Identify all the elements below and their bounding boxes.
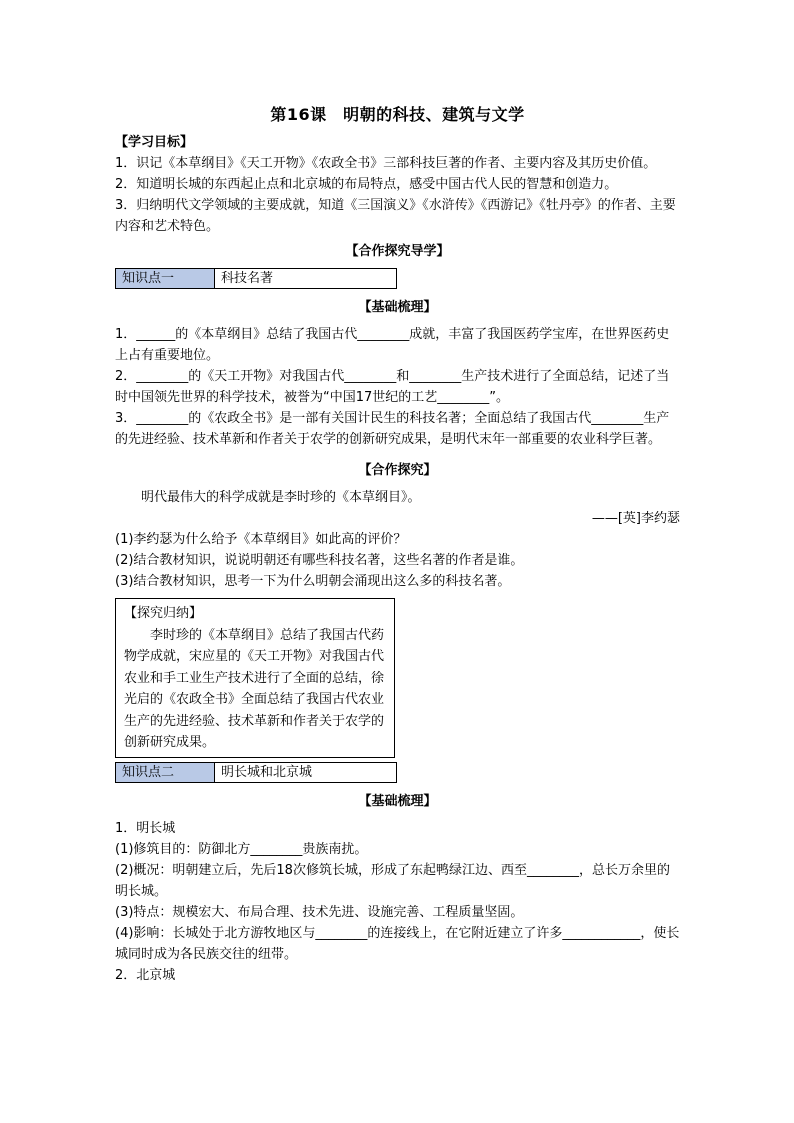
basic1-item: 2．________的《天工开物》对我国古代________和________生产技术进行了全面总结，记述了当时中国领先世界的科学技术，被誉为“中国17世纪的工艺________”。 bbox=[115, 369, 670, 405]
coop1-heading: 【合作探究】 bbox=[358, 463, 437, 478]
kp2-label: 知识点二 bbox=[116, 763, 215, 782]
kp1-name: 科技名著 bbox=[221, 271, 274, 286]
basic1-item: 3．________的《农政全书》是一部有关国计民生的科技名著；全面总结了我国古代________生产的先进经验、技术革新和作者关于农学的创新研究成果，是明代末年一部重要的农业科学巨著。 bbox=[115, 411, 670, 447]
basic2-heading: 【基础梳理】 bbox=[358, 793, 437, 809]
basic2-sub2: 2．北京城 bbox=[115, 967, 176, 983]
coop1-source: ——[英]李约瑟 bbox=[591, 511, 680, 526]
basic2-item: (1)修筑目的：防御北方________贵族南扰。 bbox=[115, 841, 368, 857]
coop1-question: (3)结合教材知识，思考一下为什么明朝会涌现出这么多的科技名著。 bbox=[115, 574, 511, 589]
basic2-item: (2)概况：明朝建立后，先后18次修筑长城，形成了东起鸭绿江边、西至________，总长万余里的明长城。 bbox=[115, 862, 670, 899]
guide-heading: 【合作探究导学】 bbox=[345, 244, 450, 259]
summary-box bbox=[115, 598, 395, 758]
summary-heading: 【探究归纳】 bbox=[124, 606, 203, 621]
objectives-heading: 【学习目标】 bbox=[115, 135, 194, 150]
objective-item: 3．归纳明代文学领域的主要成就，知道《三国演义》《水浒传》《西游记》《牡丹亭》的作者、主要内容和艺术特色。 bbox=[115, 198, 676, 234]
knowledge-point-2 bbox=[115, 762, 397, 783]
coop1-quote: 明代最伟大的科学成就是李时珍的《本草纲目》。 bbox=[141, 490, 421, 505]
objective-item: 2．知道明长城的东西起止点和北京城的布局特点，感受中国古代人民的智慧和创造力。 bbox=[115, 177, 618, 192]
basic2-item: (4)影响：长城处于北方游牧地区与________的连接线上，在它附近建立了许多____________，使长城同时成为各民族交往的纽带。 bbox=[115, 925, 680, 962]
page-title: 第16课 明朝的科技、建筑与文学 bbox=[270, 105, 525, 124]
knowledge-point-1 bbox=[115, 268, 397, 289]
basic2-sub1: 1．明长城 bbox=[115, 820, 176, 836]
coop1-question: (2)结合教材知识，说说明朝还有哪些科技名著，这些名著的作者是谁。 bbox=[115, 553, 524, 568]
kp2-name: 明长城和北京城 bbox=[221, 764, 313, 780]
coop1-question: (1)李约瑟为什么给予《本草纲目》如此高的评价？ bbox=[115, 532, 407, 547]
basic1-heading: 【基础梳理】 bbox=[358, 300, 437, 315]
objective-item: 1．识记《本草纲目》《天工开物》《农政全书》三部科技巨著的作者、主要内容及其历史价值。 bbox=[115, 156, 657, 171]
summary-text: 李时珍的《本草纲目》总结了我国古代药物学成就，宋应星的《天工开物》对我国古代农业和手工业生产技术进行了全面的总结，徐光启的《农政全书》全面总结了我国古代农业生产的先进经验、技术革新和作者关于农学的创新研究成果。 bbox=[124, 627, 385, 750]
basic1-item: 1．______的《本草纲目》总结了我国古代________成就，丰富了我国医药学宝库，在世界医药史上占有重要地位。 bbox=[115, 327, 670, 363]
basic2-item: (3)特点：规模宏大、布局合理、技术先进、设施完善、工程质量坚固。 bbox=[115, 904, 524, 920]
document-page bbox=[115, 104, 680, 986]
kp1-label: 知识点一 bbox=[116, 269, 215, 288]
